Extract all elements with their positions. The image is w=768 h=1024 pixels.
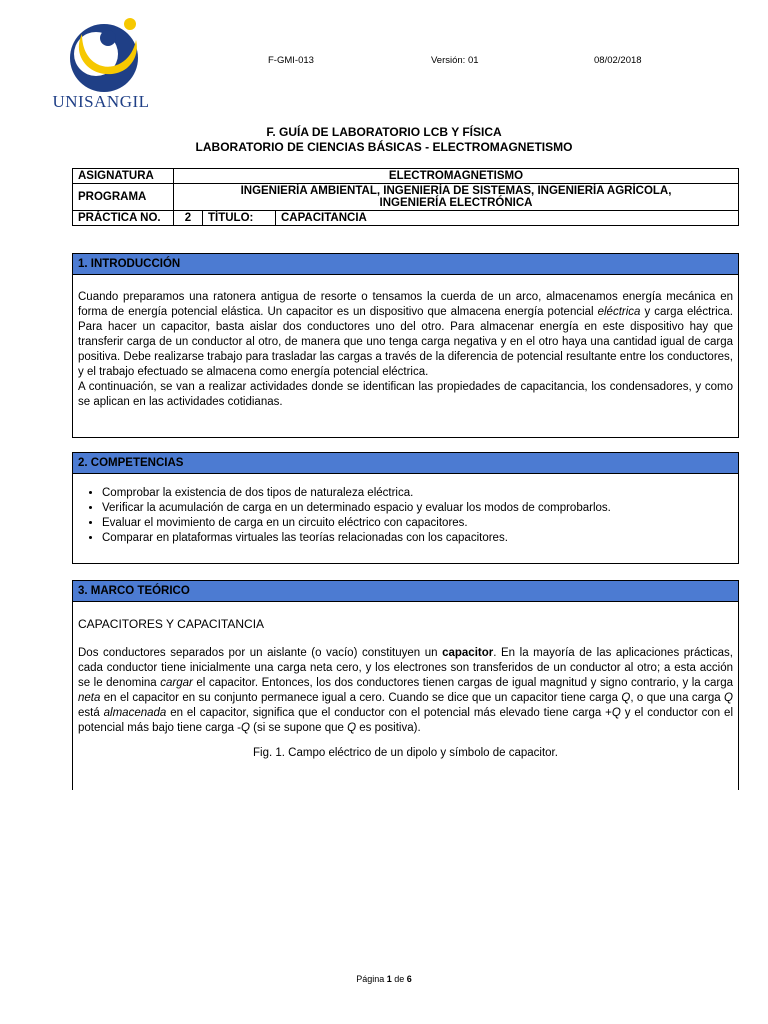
asignatura-label: ASIGNATURA bbox=[73, 169, 174, 184]
programa-value-line-1: INGENIERÍA AMBIENTAL, INGENIERÍA DE SISTEMAS, INGENIERÍA AGRÍCOLA, bbox=[240, 185, 672, 197]
document-date: 08/02/2018 bbox=[594, 55, 642, 66]
page-number: Página 1 de 6 bbox=[356, 974, 412, 984]
table-row bbox=[73, 211, 739, 226]
intro-paragraph: Cuando preparamos una ratonera antigua de resorte o tensamos la cuerda de un arco, almacenamos energía mecánica en forma de energía potencial elástica. Un capacitor es un dispositivo que almacena energía potencial eléctrica y carga eléctrica. Para hacer un capacitor, basta aislar dos conductores uno del otro. Para almacenar energía en este dispositivo hay que transferir carga de un conductor al otro, de manera que uno tenga carga negativa y en el otro haya una cantidad igual de carga positiva. Debe realizarse trabajo para trasladar las cargas a través de la diferencia de potencial resultante entre los conductores, y el trabajo efectuado se almacena como energía potencial eléctrica. bbox=[78, 291, 733, 378]
figure-caption: Fig. 1. Campo eléctrico de un dipolo y símbolo de capacitor. bbox=[253, 747, 558, 759]
document-code: F-GMI-013 bbox=[268, 55, 314, 66]
section-competencias bbox=[72, 452, 739, 564]
section-heading: 1. INTRODUCCIÓN bbox=[73, 254, 738, 275]
practica-label: PRÁCTICA NO. bbox=[73, 211, 174, 226]
list-item: • Comparar en plataformas virtuales las teorías relacionadas con los capacitores. bbox=[102, 531, 733, 546]
list-item: • Verificar la acumulación de carga en un determinado espacio y evaluar los modos de comprobarlos. bbox=[102, 501, 733, 516]
document-version: Versión: 01 bbox=[431, 55, 479, 66]
competencias-list bbox=[78, 486, 733, 546]
list-item: • Comprobar la existencia de dos tipos de naturaleza eléctrica. bbox=[102, 486, 733, 501]
titulo-label: TÍTULO: bbox=[203, 211, 276, 226]
intro-paragraph: A continuación, se van a realizar actividades donde se identifican las propiedades de capacitancia, los condensadores, y como se aplican en las actividades cotidianas. bbox=[78, 381, 733, 408]
table-row bbox=[73, 169, 739, 184]
title-line-2: LABORATORIO DE CIENCIAS BÁSICAS - ELECTROMAGNETISMO bbox=[195, 139, 573, 154]
course-info-table bbox=[72, 168, 739, 226]
section-marco-teorico bbox=[72, 580, 739, 790]
section-body bbox=[73, 474, 738, 554]
programa-label: PROGRAMA bbox=[73, 184, 174, 211]
asignatura-value: ELECTROMAGNETISMO bbox=[174, 169, 739, 184]
logo-text: UNISANGIL bbox=[52, 92, 150, 111]
document-title bbox=[0, 125, 768, 154]
title-line-1: F. GUÍA DE LABORATORIO LCB Y FÍSICA bbox=[266, 125, 502, 139]
section-body bbox=[73, 602, 738, 769]
table-row bbox=[73, 184, 739, 211]
list-item: • Evaluar el movimiento de carga en un circuito eléctrico con capacitores. bbox=[102, 516, 733, 531]
section-heading: 2. COMPETENCIAS bbox=[73, 453, 738, 474]
section-heading: 3. MARCO TEÓRICO bbox=[73, 581, 738, 602]
marco-paragraph: Dos conductores separados por un aislante (o vacío) constituyen un capacitor. En la mayoría de las aplicaciones prácticas, cada conductor tiene inicialmente una carga neta cero, y los electrones son transferidos de un conductor al otro; a esta acción se le denomina cargar el capacitor. Entonces, los dos conductores tienen cargas de igual magnitud y signo contrario, y la carga neta en el capacitor en su conjunto permanece igual a cero. Cuando se dice que un capacitor tiene carga Q, o que una carga Q está almacenada en el capacitor, significa que el conductor con el potencial más elevado tiene carga +Q y el conductor con el potencial más bajo tiene carga -Q (si se supone que Q es positiva). bbox=[78, 647, 733, 734]
practica-value: 2 bbox=[174, 211, 203, 226]
section-introduccion bbox=[72, 253, 739, 438]
subsection-title: CAPACITORES Y CAPACITANCIA bbox=[78, 617, 265, 631]
programa-value-line-2: INGENIERÍA ELECTRÓNICA bbox=[379, 197, 533, 209]
titulo-value: CAPACITANCIA bbox=[276, 211, 739, 226]
section-body bbox=[73, 275, 738, 418]
programa-value bbox=[174, 184, 739, 211]
